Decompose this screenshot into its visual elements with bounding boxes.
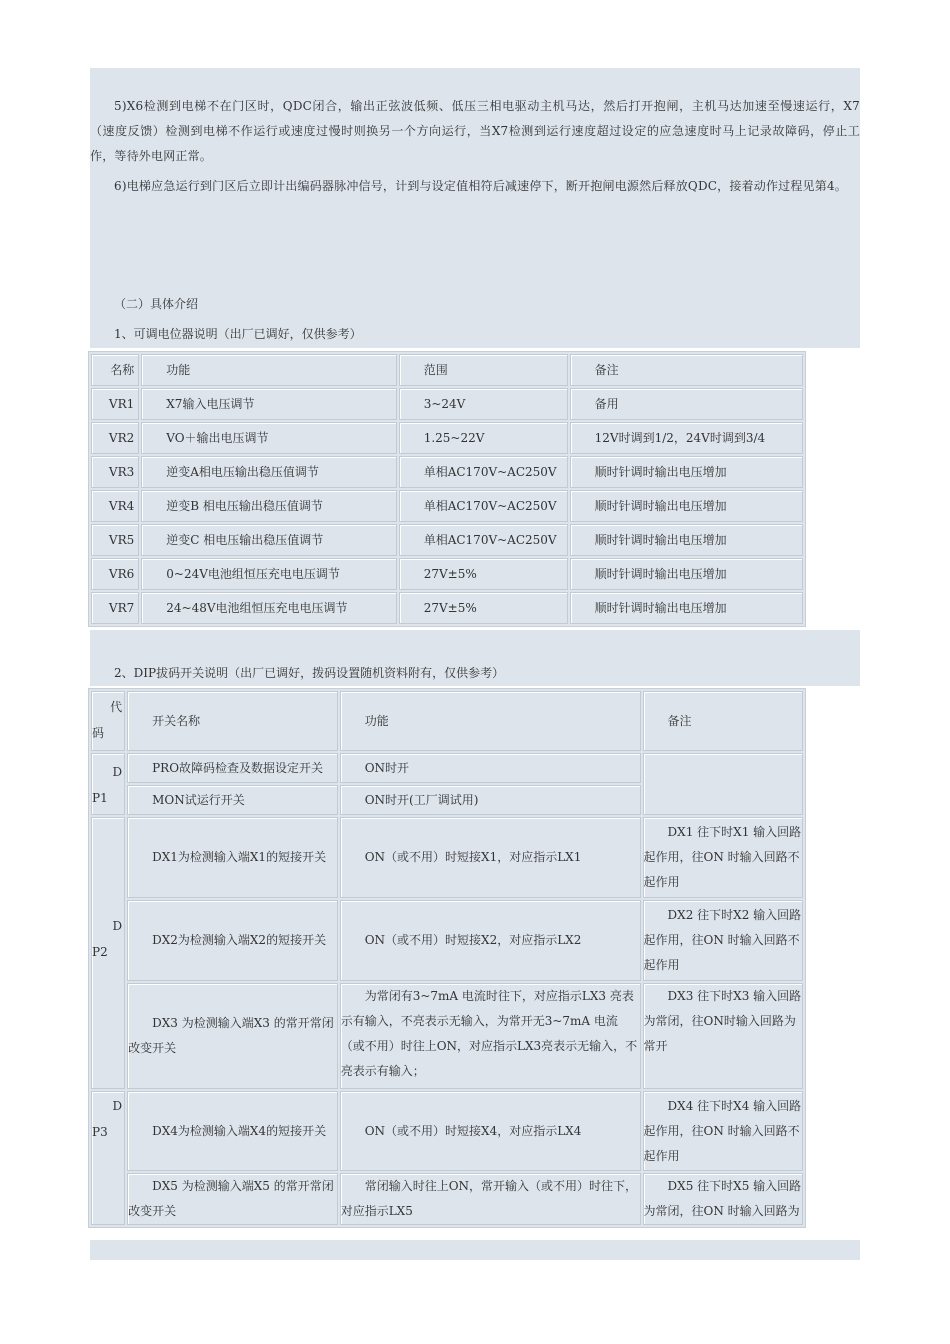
cell-function: VO＋输出电压调节 bbox=[141, 422, 396, 454]
table-row bbox=[91, 900, 803, 981]
header-switch-name: 开关名称 bbox=[127, 691, 338, 751]
table-row bbox=[91, 388, 803, 420]
cell-note: 顺时针调时输出电压增加 bbox=[570, 592, 803, 624]
table-row bbox=[91, 456, 803, 488]
cell-code: VR4 bbox=[91, 490, 139, 522]
dip-switch-table bbox=[88, 688, 806, 1228]
group-code-dp3 bbox=[91, 1091, 125, 1225]
code-letter: D bbox=[112, 1099, 123, 1113]
group-code-dp2 bbox=[91, 817, 125, 1089]
table-row bbox=[91, 1173, 803, 1225]
cell-code: VR6 bbox=[91, 558, 139, 590]
cell-function: 0~24V电池组恒压充电电压调节 bbox=[141, 558, 396, 590]
code-letter: D bbox=[112, 765, 123, 779]
dip-table-title: 2、DIP拔码开关说明（出厂已调好，拨码设置随机资料附有，仅供参考） bbox=[114, 666, 505, 680]
header-function: 功能 bbox=[141, 354, 396, 386]
cell-note: 12V时调到1/2，24V时调到3/4 bbox=[570, 422, 803, 454]
header-function: 功能 bbox=[340, 691, 641, 751]
cell-function: ON时开 bbox=[340, 753, 641, 783]
section-title: （二）具体介绍 bbox=[114, 297, 199, 311]
cell-note: DX5 往下时X5 输入回路为常闭，往ON 时输入回路为 bbox=[643, 1173, 803, 1225]
potentiometer-table bbox=[88, 351, 806, 627]
cell-note: 顺时针调时输出电压增加 bbox=[570, 524, 803, 556]
table-row bbox=[91, 422, 803, 454]
cell-range: 单相AC170V~AC250V bbox=[399, 490, 568, 522]
cell-range: 3~24V bbox=[399, 388, 568, 420]
table-row bbox=[91, 524, 803, 556]
cell-function: 为常闭有3~7mA 电流时往下，对应指示LX3 亮表示有输入，不亮表示无输入，为常开无3~7mA 电流（或不用）时往上ON，对应指示LX3亮表示无输入，不亮表示有输入； bbox=[340, 983, 641, 1089]
header-code-top: 代 bbox=[110, 700, 123, 714]
cell-note: 备用 bbox=[570, 388, 803, 420]
cell-function: 逆变B 相电压输出稳压值调节 bbox=[141, 490, 396, 522]
table-row bbox=[91, 753, 803, 783]
group-code-dp1 bbox=[91, 753, 125, 815]
cell-function: 逆变C 相电压输出稳压值调节 bbox=[141, 524, 396, 556]
table-row bbox=[91, 1091, 803, 1171]
cell-function: 逆变A相电压输出稳压值调节 bbox=[141, 456, 396, 488]
cell-note: DX3 往下时X3 输入回路为常闭，往ON时输入回路为常开 bbox=[643, 983, 803, 1089]
cell-switch-name: DX2为检测输入端X2的短接开关 bbox=[127, 900, 338, 981]
bottom-band bbox=[90, 1240, 860, 1260]
header-code-bottom: 码 bbox=[92, 726, 105, 740]
paragraph-step-5: 5)X6检测到电梯不在门区时，QDC闭合，输出正弦波低频、低压三相电驱动主机马达，然后打开抱闸，主机马达加速至慢速运行，X7（速度反馈）检测到电梯不作运行或速度过慢时则换另一个方向运行，当X7检测到运行速度超过设定的应急速度时马上记录故障码，停止工作，等待外电网正常。 bbox=[90, 99, 860, 163]
cell-function: X7输入电压调节 bbox=[141, 388, 396, 420]
cell-note: DX1 往下时X1 输入回路起作用，往ON 时输入回路不起作用 bbox=[643, 817, 803, 898]
cell-range: 1.25~22V bbox=[399, 422, 568, 454]
code-number: P2 bbox=[92, 945, 108, 959]
table-row bbox=[91, 983, 803, 1089]
cell-range: 单相AC170V~AC250V bbox=[399, 524, 568, 556]
cell-code: VR5 bbox=[91, 524, 139, 556]
cell-switch-name: DX4为检测输入端X4的短接开关 bbox=[127, 1091, 338, 1171]
cell-function: 24~48V电池组恒压充电电压调节 bbox=[141, 592, 396, 624]
cell-range: 27V±5% bbox=[399, 592, 568, 624]
header-note: 备注 bbox=[643, 691, 803, 751]
cell-note: DX4 往下时X4 输入回路起作用，往ON 时输入回路不起作用 bbox=[643, 1091, 803, 1171]
table-row bbox=[91, 592, 803, 624]
pot-table-title: 1、可调电位器说明（出厂已调好，仅供参考） bbox=[114, 327, 362, 341]
header-note: 备注 bbox=[570, 354, 803, 386]
cell-function: ON（或不用）时短接X2，对应指示LX2 bbox=[340, 900, 641, 981]
table-header-row bbox=[91, 691, 803, 751]
header-name: 名称 bbox=[91, 354, 139, 386]
cell-note bbox=[643, 753, 803, 815]
cell-note: 顺时针调时输出电压增加 bbox=[570, 456, 803, 488]
cell-note: 顺时针调时输出电压增加 bbox=[570, 490, 803, 522]
cell-range: 27V±5% bbox=[399, 558, 568, 590]
cell-switch-name: DX3 为检测输入端X3 的常开常闭改变开关 bbox=[127, 983, 338, 1089]
cell-function: ON（或不用）时短接X1，对应指示LX1 bbox=[340, 817, 641, 898]
cell-code: VR2 bbox=[91, 422, 139, 454]
cell-function: ON时开(工厂调试用) bbox=[340, 785, 641, 815]
cell-function: ON（或不用）时短接X4，对应指示LX4 bbox=[340, 1091, 641, 1171]
cell-note: DX2 往下时X2 输入回路起作用，往ON 时输入回路不起作用 bbox=[643, 900, 803, 981]
table-header-row bbox=[91, 354, 803, 386]
table-row bbox=[91, 817, 803, 898]
cell-range: 单相AC170V~AC250V bbox=[399, 456, 568, 488]
table-row bbox=[91, 558, 803, 590]
paragraph-step-6: 6)电梯应急运行到门区后立即计出编码器脉冲信号，计到与设定值相符后减速停下，断开抱闸电源然后释放QDC，接着动作过程见第4。 bbox=[114, 179, 847, 193]
table-row bbox=[91, 490, 803, 522]
cell-code: VR7 bbox=[91, 592, 139, 624]
cell-switch-name: DX1为检测输入端X1的短接开关 bbox=[127, 817, 338, 898]
header-code bbox=[91, 691, 125, 751]
cell-switch-name: MON试运行开关 bbox=[127, 785, 338, 815]
code-number: P1 bbox=[92, 791, 108, 805]
cell-code: VR1 bbox=[91, 388, 139, 420]
cell-note: 顺时针调时输出电压增加 bbox=[570, 558, 803, 590]
cell-code: VR3 bbox=[91, 456, 139, 488]
cell-switch-name: PRO故障码检查及数据设定开关 bbox=[127, 753, 338, 783]
header-range: 范围 bbox=[399, 354, 568, 386]
cell-switch-name: DX5 为检测输入端X5 的常开常闭改变开关 bbox=[127, 1173, 338, 1225]
code-number: P3 bbox=[92, 1125, 108, 1139]
code-letter: D bbox=[112, 919, 123, 933]
cell-function: 常闭输入时往上ON，常开输入（或不用）时往下，对应指示LX5 bbox=[340, 1173, 641, 1225]
